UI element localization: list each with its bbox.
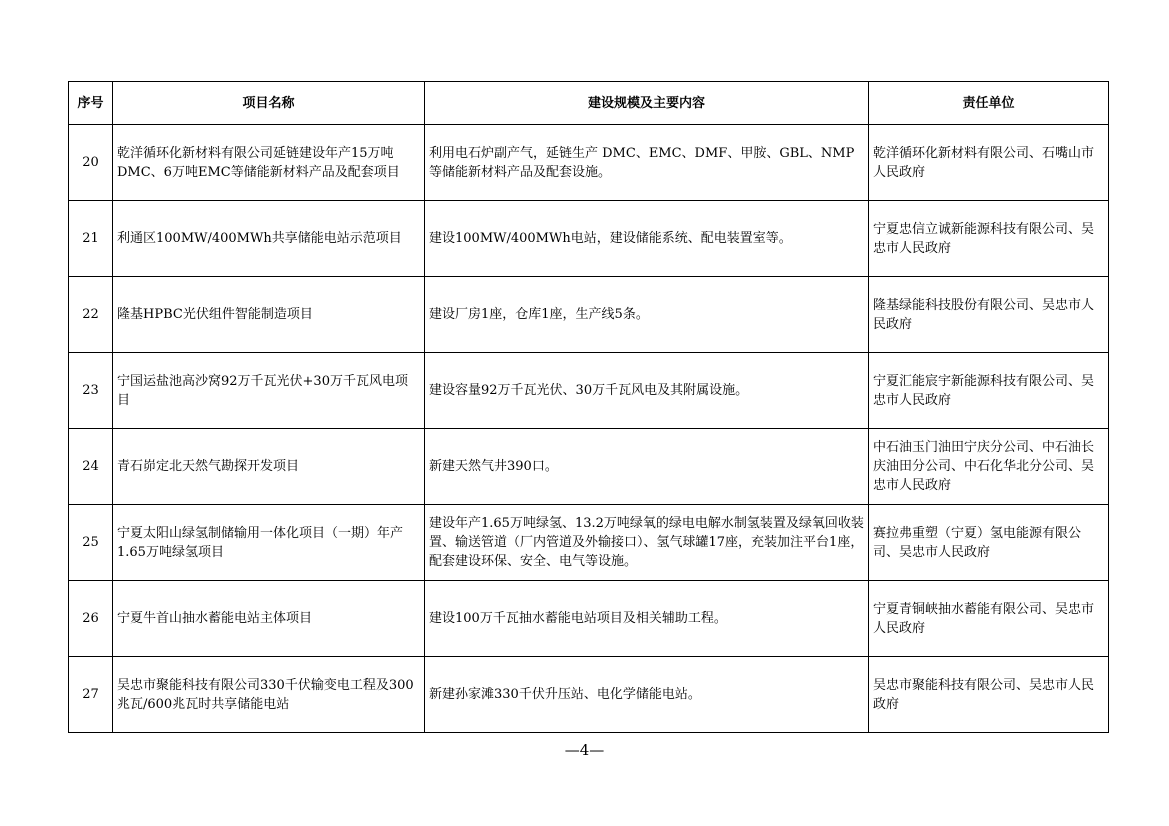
cell-seq: 24 <box>69 429 113 505</box>
cell-responsible-unit: 宁夏青铜峡抽水蓄能有限公司、吴忠市人民政府 <box>869 581 1109 657</box>
cell-responsible-unit: 中石油玉门油田宁庆分公司、中石油长庆油田分公司、中石化华北分公司、吴忠市人民政府 <box>869 429 1109 505</box>
cell-seq: 23 <box>69 353 113 429</box>
table-row <box>69 125 1109 201</box>
cell-seq: 21 <box>69 201 113 277</box>
cell-seq: 25 <box>69 505 113 581</box>
cell-project-name: 宁夏牛首山抽水蓄能电站主体项目 <box>113 581 425 657</box>
cell-responsible-unit: 吴忠市聚能科技有限公司、吴忠市人民政府 <box>869 657 1109 733</box>
header-name: 项目名称 <box>113 82 425 125</box>
table-row <box>69 505 1109 581</box>
cell-responsible-unit: 赛拉弗重塑（宁夏）氢电能源有限公司、吴忠市人民政府 <box>869 505 1109 581</box>
cell-content: 建设年产1.65万吨绿氢、13.2万吨绿氧的绿电电解水制氢装置及绿氧回收装置、输送管道（厂内管道及外输接口）、氢气球罐17座，充装加注平台1座，配套建设环保、安全、电气等设施。 <box>425 505 869 581</box>
table-row <box>69 277 1109 353</box>
cell-seq: 20 <box>69 125 113 201</box>
cell-content: 建设100MW/400MWh电站，建设储能系统、配电装置室等。 <box>425 201 869 277</box>
cell-project-name: 宁夏太阳山绿氢制储输用一体化项目（一期）年产1.65万吨绿氢项目 <box>113 505 425 581</box>
cell-content: 建设厂房1座，仓库1座，生产线5条。 <box>425 277 869 353</box>
cell-content: 建设容量92万千瓦光伏、30万千瓦风电及其附属设施。 <box>425 353 869 429</box>
table-row <box>69 201 1109 277</box>
cell-content: 利用电石炉副产气，延链生产 DMC、EMC、DMF、甲胺、GBL、NMP等储能新材料产品及配套设施。 <box>425 125 869 201</box>
header-content: 建设规模及主要内容 <box>425 82 869 125</box>
table-row <box>69 657 1109 733</box>
cell-project-name: 吴忠市聚能科技有限公司330千伏输变电工程及300兆瓦/600兆瓦时共享储能电站 <box>113 657 425 733</box>
cell-project-name: 乾洋循环化新材料有限公司延链建设年产15万吨DMC、6万吨EMC等储能新材料产品及配套项目 <box>113 125 425 201</box>
cell-content: 新建天然气井390口。 <box>425 429 869 505</box>
header-unit: 责任单位 <box>869 82 1109 125</box>
table-row <box>69 353 1109 429</box>
cell-responsible-unit: 宁夏忠信立诚新能源科技有限公司、吴忠市人民政府 <box>869 201 1109 277</box>
cell-project-name: 青石峁定北天然气勘探开发项目 <box>113 429 425 505</box>
cell-responsible-unit: 隆基绿能科技股份有限公司、吴忠市人民政府 <box>869 277 1109 353</box>
project-table <box>68 81 1109 733</box>
header-seq: 序号 <box>69 82 113 125</box>
cell-seq: 26 <box>69 581 113 657</box>
cell-seq: 27 <box>69 657 113 733</box>
cell-project-name: 利通区100MW/400MWh共享储能电站示范项目 <box>113 201 425 277</box>
cell-seq: 22 <box>69 277 113 353</box>
cell-responsible-unit: 宁夏汇能宸宇新能源科技有限公司、吴忠市人民政府 <box>869 353 1109 429</box>
cell-content: 新建孙家滩330千伏升压站、电化学储能电站。 <box>425 657 869 733</box>
page-number: —4— <box>564 741 605 759</box>
cell-content: 建设100万千瓦抽水蓄能电站项目及相关辅助工程。 <box>425 581 869 657</box>
cell-project-name: 宁国运盐池高沙窝92万千瓦光伏+30万千瓦风电项目 <box>113 353 425 429</box>
table-header-row <box>69 82 1109 125</box>
cell-responsible-unit: 乾洋循环化新材料有限公司、石嘴山市人民政府 <box>869 125 1109 201</box>
table-row <box>69 429 1109 505</box>
cell-project-name: 隆基HPBC光伏组件智能制造项目 <box>113 277 425 353</box>
table-row <box>69 581 1109 657</box>
